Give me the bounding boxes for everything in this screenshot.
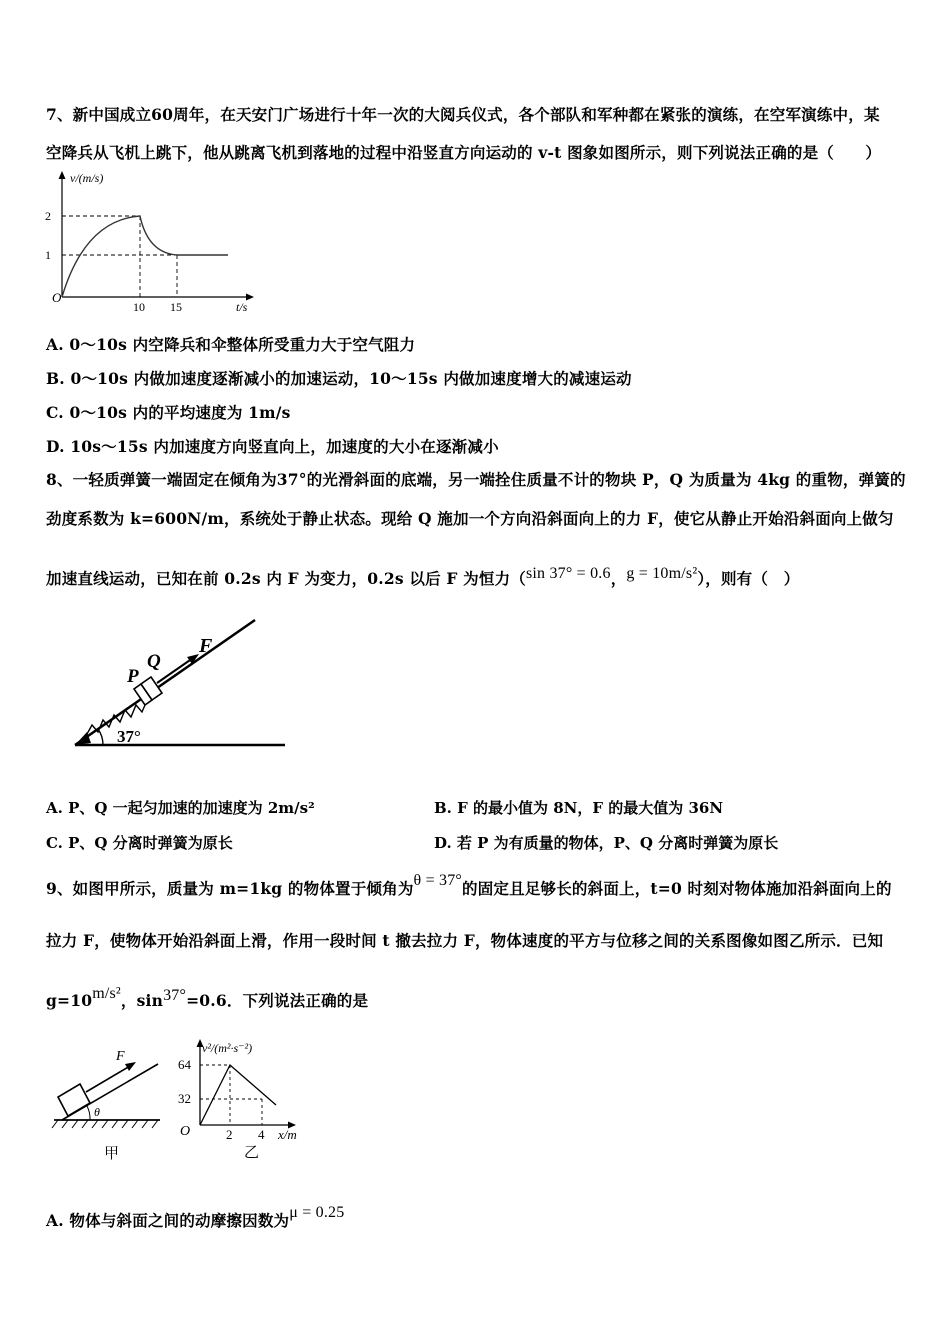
q7-option-c: C. 0～10s 内的平均速度为 1m/s — [46, 403, 291, 422]
q8-option-b: B. F 的最小值为 8N，F 的最大值为 36N — [434, 799, 724, 817]
q8-line3-sep: ， — [610, 569, 627, 588]
q9-jia-label-f: F — [116, 1049, 125, 1064]
q9-stem-line3 — [46, 985, 369, 1011]
q9-option-a — [46, 1204, 345, 1231]
q9-yi-caption: 乙 — [244, 1145, 260, 1161]
q8-option-c: C. P、Q 分离时弹簧为原长 — [46, 834, 233, 852]
q7-x-tick: 15 — [170, 300, 182, 314]
q7-option-b: B. 0～10s 内做加速度逐渐减小的加速运动，10～15s 内做加速度增大的减速运动 — [46, 369, 632, 388]
q8-stem-line2: 劲度系数为 k=600N/m，系统处于静止状态。现给 Q 施加一个方向沿斜面向上的力 F，使它从静止开始沿斜面向上做匀 — [46, 509, 894, 528]
q7-y-label: v/(m/s) — [70, 171, 104, 185]
q8-angle-arc — [98, 729, 103, 745]
q9-sin-angle: 37° — [163, 987, 187, 1004]
q7-y-arrow — [59, 171, 66, 179]
q8-label-f: F — [199, 635, 213, 657]
q9-figure-yi — [172, 1035, 312, 1165]
q7-y-tick: 2 — [45, 209, 51, 223]
q8-label-p: P — [127, 666, 139, 687]
q7-stem-line1: 7、新中国成立60周年，在天安门广场进行十年一次的大阅兵仪式，各个部队和军种都在紧张的演练，在空军演练中，某 — [46, 105, 880, 124]
q7-x-tick: 10 — [133, 300, 145, 314]
q8-option-a: A. P、Q 一起匀加速的加速度为 2m/s² — [46, 799, 315, 817]
q8-force-arrow — [157, 658, 193, 683]
q9-mu-formula: μ = 0.25 — [289, 1204, 345, 1221]
q8-stem-line3 — [46, 567, 799, 589]
q9-yi-y-label: v²/(m²·s⁻²) — [202, 1041, 253, 1055]
q8-option-d: D. 若 P 为有质量的物体，P、Q 分离时弹簧为原长 — [434, 834, 779, 852]
q9-yi-origin: O — [180, 1124, 191, 1139]
q7-velocity-curve — [62, 216, 228, 297]
q9-jia-block — [58, 1084, 90, 1116]
q8-line3-end: ），则有（ ） — [697, 569, 800, 588]
q9-g-unit: m/s² — [92, 985, 121, 1002]
q9-sin-text: ，sin — [120, 991, 164, 1010]
q9-option-a-text: A. 物体与斜面之间的动摩擦因数为 — [46, 1211, 290, 1230]
q8-label-angle: 37° — [117, 727, 141, 746]
q9-yi-x-tick: 2 — [226, 1127, 233, 1142]
q8-stem-line1: 8、一轻质弹簧一端固定在倾角为37°的光滑斜面的底端，另一端拴住质量不计的物块 P，Q 为质量为 4kg 的重物，弹簧的 — [46, 470, 906, 489]
q7-x-label: t/s — [236, 300, 248, 314]
q9-yi-y-tick: 64 — [178, 1057, 191, 1072]
q7-stem-line2: 空降兵从飞机上跳下，他从跳离飞机到落地的过程中沿竖直方向运动的 v-t 图象如图所示，则下列说法正确的是（ ） — [46, 143, 882, 162]
q9-yi-graph-line — [200, 1065, 276, 1125]
q9-stem-line2: 拉力 F，使物体开始沿斜面上滑，作用一段时间 t 撤去拉力 F，物体速度的平方与位移之间的关系图像如图乙所示．已知 — [46, 931, 884, 950]
q9-yi-x-label: x/m — [278, 1127, 297, 1142]
q8-line3-text: 加速直线运动，已知在前 0.2s 内 F 为变力，0.2s 以后 F 为恒力（ — [46, 569, 526, 588]
q7-origin: O — [52, 290, 62, 305]
q8-label-q: Q — [147, 651, 161, 672]
q7-y-tick: 1 — [45, 248, 51, 262]
q9-line3-end: =0.6．下列说法正确的是 — [186, 991, 369, 1010]
q9-stem-line1 — [46, 872, 892, 899]
q9-figure-jia — [48, 1040, 173, 1165]
q9-theta-formula: θ = 37° — [413, 872, 463, 889]
q7-option-d: D. 10s～15s 内加速度方向竖直向上，加速度的大小在逐渐减小 — [46, 437, 499, 456]
q9-line1-text: 9、如图甲所示，质量为 m=1kg 的物体置于倾角为 — [46, 879, 414, 898]
q8-sin-formula: sin 37° = 0.6 — [525, 565, 611, 582]
q9-yi-y-tick: 32 — [178, 1091, 191, 1106]
q9-jia-caption: 甲 — [104, 1146, 120, 1162]
q9-jia-force-arrow — [86, 1066, 130, 1092]
q9-yi-x-tick: 4 — [258, 1127, 265, 1142]
q7-vt-graph — [40, 165, 270, 315]
q9-line1-end: 的固定且足够长的斜面上，t=0 时刻对物体施加沿斜面向上的 — [462, 879, 892, 898]
q7-option-a: A. 0～10s 内空降兵和伞整体所受重力大于空气阻力 — [46, 335, 416, 354]
q8-incline-figure — [65, 610, 295, 755]
q9-g-value: g=10 — [46, 991, 93, 1010]
q9-jia-label-theta: θ — [94, 1105, 100, 1119]
q8-g-formula: g = 10m/s² — [626, 565, 698, 582]
q8-incline — [75, 620, 255, 745]
